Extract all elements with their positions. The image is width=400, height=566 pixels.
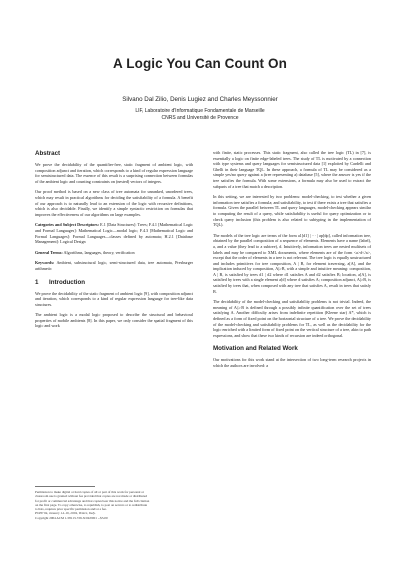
right-paragraph-2: In this setting, we are interested by two problems: model-checking, to test whether a given information tree satisfies a formula; and satisfiability, to test if there exists a tree that satisfies a formula. Given the parallel between TL and query languages, model-checking appears similar to computing the result of a query, while satisfiability is useful for query optimization or to check query inclusion (this problem is also related to subtyping in the implementation of TQL). (213, 194, 371, 228)
paper-authors: Silvano Dal Zilio, Denis Lugiez and Charles Meyssonnier (122, 96, 278, 103)
intro-paragraph-1: We prove the decidability of the static fragment of ambient logic [9], with composition adjunct and iteration, which corresponds to a kind of regular expression language for tree-like data structures. (35, 290, 193, 307)
right-paragraph-3: The models of the tree logic are terms of the form a1[d1] | ··· | ap[dp], called information tree, obtained by the parallel composition of a sequence of elements. Elements have a name (label), a, and a value (they lead to a subtree), d. Intuitively, information trees are nested multisets of labels and may be compared to XML documents, where elements are of the form <a>d</a>, except that the order of elements in a tree is not relevant. The tree logic is equally unstructured and includes primitives for tree composition, A | B, for element traversing, a[A], and the implication induced by composition, A▷B, with a simple and intuitive meaning: composition, A | B, is satisfied by trees d1 | d2 where d1 satisfies A and d2 satisfies B; location, a[A], is satisfied by trees with a single element a[d] where d satisfies A; composition adjunct, A▷B, is satisfied by trees that, when composed with any tree that satisfies A, result in trees that satisfy B. (213, 232, 371, 294)
categories-label: Categories and Subject Descriptors: (35, 222, 100, 228)
affiliation-line-2: CNRS and Université de Provence (161, 115, 239, 121)
footnote-line: POPL'04, January 14–16, 2004, Venice, Italy. (35, 511, 96, 516)
left-column (35, 150, 193, 334)
abstract-paragraph-1: We prove the decidability of the quantifier-free, static fragment of ambient logic, with composition adjunct and iteration, which corresponds to a kind of regular expression language for semistructured data. The essence of this result is a surprising connection between formulas of the ambient logic and counting constraints on (nested) vectors of integers. (35, 162, 193, 184)
general-terms-label: General Terms: (35, 249, 63, 255)
right-column (213, 150, 371, 374)
footnote-line: classroom use is granted without fee provided that copies are not made or distributed (35, 494, 147, 499)
footnote-line: for profit or commercial advantage and that copies bear this notice and the full citation (35, 498, 150, 503)
categories-paragraph (35, 222, 193, 244)
copyright-footnote (35, 490, 193, 520)
footnote-line: Permission to make digital or hard copies of all or part of this work for personal or (35, 490, 144, 494)
abstract-heading: Abstract (35, 150, 61, 157)
abstract-paragraph-2: Our proof method is based on a new class of tree automata for unranked, unordered trees, which may result in practical algorithms for deciding the satisfiability of a formula. A benefit of our approach is to naturally lead to an extension of the logic with recursive definitions, which is also decidable. Finally, we identify a simple syntactic restriction on formulas that improves the effectiveness of our algorithms on large examples. (35, 189, 193, 217)
section-title: Introduction (49, 278, 86, 286)
keywords-text: Ambient, substructural logic, semi-structured data, tree automata, Presburger arithmetic (35, 260, 193, 271)
motivation-paragraph-1: Our motivations for this work stand at the intersection of two long-term research projects in which the authors are involved: a (213, 357, 371, 368)
section-number: 1 (35, 278, 39, 286)
general-terms-paragraph (35, 250, 193, 256)
general-terms-text: Algorithms, languages, theory, verification (63, 249, 135, 255)
introduction-heading (35, 279, 193, 286)
paper-title: A Logic You Can Count On (113, 56, 287, 71)
keywords-paragraph (35, 260, 193, 271)
categories-text: E.1 [Data Structures]: Trees; F.4.1 [Mathematical Logic and Formal Languages]: Mathematical Logic—modal logic; F.4.3 [Mathematical Logic and Formal Languages]: Formal Languages—classes defined by automata; H.2.1 [Database Management]: Logical Design (35, 222, 193, 245)
motivation-heading: Motivation and Related Work (213, 345, 298, 353)
affiliation-line-1: LIF, Laboratoire d'Informatique Fondamentale de Marseille (135, 108, 265, 114)
right-paragraph-1: with finite, static processes. This static fragment, also called the tree logic (TL) in [7], is essentially a logic on finite edge-labeled trees. The study of TL is motivated by a connection with type systems and query languages for semistructured data [1] exploited by Cardelli and Ghelli in their language TQL. In these approach, a formula of TL may be considered as a simple yes/no query against a (tree representing a) database [5], where the answer is yes if the tree satisfies the formula. With some extensions, a formula may also be used to extract the subparts of a tree that match a description. (213, 150, 371, 189)
keywords-label: Keywords: (35, 260, 55, 266)
footnote-line: on the first page. To copy otherwise, to republish, to post on servers or to redistribute (35, 502, 148, 507)
footnote-rule (35, 486, 95, 487)
right-paragraph-4: The decidability of the model-checking and satisfiability problems is not trivial. Indeed, the meaning of A▷B is defined through a possibly infinite quantification over the set of trees satisfying A. Another difficulty arises from indefinite repetition (Kleene star) A*, which is defined as a form of fixed point on the horizontal structure of a tree. We prove the decidability of the model-checking and satisfiability problems for TL, as well as the decidability for the logic enriched with a limited form of fixed point on the vertical structure of a tree, akin to path expressions, and show that these two kinds of recursion are indeed orthogonal. (213, 299, 371, 338)
footnote-line: to lists, requires prior specific permission and/or a fee. (35, 507, 107, 512)
intro-paragraph-2: The ambient logic is a modal logic proposed to describe the structural and behavioral properties of mobile ambients [8]. In this paper, we only consider the spatial fragment of this logic and work (35, 312, 193, 329)
footnote-line: Copyright 2004 ACM 1-58113-729-X/04/0001 ...$5.00 (35, 515, 108, 520)
